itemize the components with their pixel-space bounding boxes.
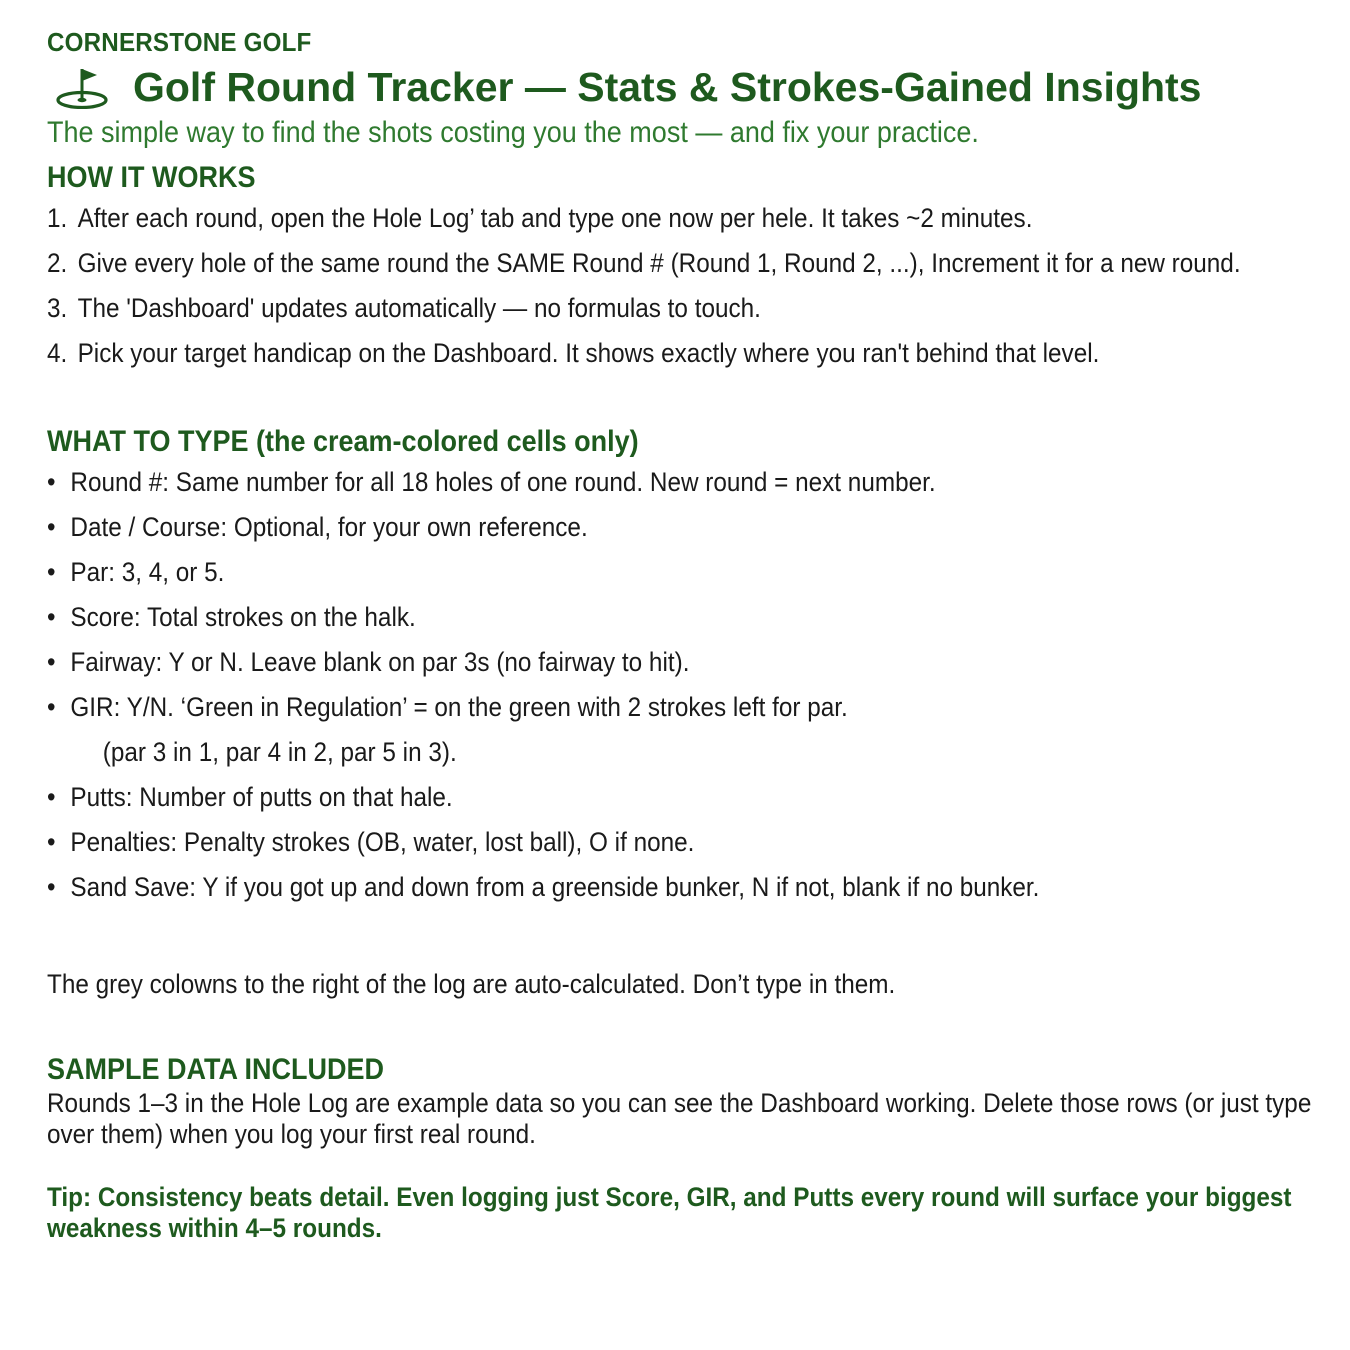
columns-note: The grey colowns to the right of the log are auto-calculated. Don’t type in them.: [47, 969, 896, 999]
golf-flag-icon: [51, 65, 113, 109]
bullet: •: [47, 467, 56, 497]
tip-text: Tip: Consistency beats detail. Even logging just Score, GIR, and Putts every round will surface your biggest weakness within 4–5 rounds.: [47, 1182, 1292, 1243]
field-item: [47, 865, 1208, 910]
page-title: Golf Round Tracker — Stats & Strokes-Gained Insights: [133, 64, 1202, 110]
page-subtitle: The simple way to find the shots costing you the most — and fix your practice.: [47, 116, 979, 149]
bullet: •: [47, 647, 56, 677]
field-item: [47, 685, 1208, 730]
step-number: 1.: [47, 203, 68, 233]
field-item: [47, 505, 1208, 550]
how-it-works-steps: [47, 196, 1337, 376]
step-item: [47, 286, 1208, 331]
field-text: (par 3 in 1, par 4 in 2, par 5 in 3).: [102, 737, 457, 767]
how-it-works-heading: HOW IT WORKS: [47, 161, 256, 194]
bullet: •: [47, 512, 56, 542]
step-item: [47, 331, 1208, 376]
step-text: Give every hole of the same round the SAME Round # (Round 1, Round 2, ...), Increment it for a new round.: [77, 248, 1241, 278]
field-text: Par: 3, 4, or 5.: [70, 557, 225, 587]
field-item-continuation: [47, 730, 1208, 775]
instructions-sheet: [47, 26, 1337, 1244]
bullet: •: [47, 872, 56, 902]
step-item: [47, 196, 1208, 241]
step-text: Pick your target handicap on the Dashboard. It shows exactly where you ran't behind that level.: [77, 338, 1100, 368]
bullet: •: [47, 602, 56, 632]
sample-data-heading: SAMPLE DATA INCLUDED: [47, 1053, 384, 1086]
bullet: •: [47, 827, 56, 857]
field-text: Fairway: Y or N. Leave blank on par 3s (no fairway to hit).: [70, 647, 690, 677]
field-text: Penalties: Penalty strokes (OB, water, lost ball), O if none.: [70, 827, 695, 857]
field-text: Putts: Number of putts on that hale.: [70, 782, 453, 812]
field-item: [47, 550, 1208, 595]
step-number: 4.: [47, 338, 68, 368]
step-item: [47, 241, 1241, 286]
brand-name: CORNERSTONE GOLF: [47, 27, 312, 57]
step-number: 2.: [47, 248, 68, 278]
field-list: [47, 460, 1337, 910]
field-item: [47, 775, 1208, 820]
title-row: [47, 60, 1337, 114]
field-item: [47, 820, 1208, 865]
field-item: [47, 640, 1208, 685]
sample-data-text: Rounds 1–3 in the Hole Log are example data so you can see the Dashboard working. Delete those rows (or just type over them) when you log your first real round.: [47, 1088, 1312, 1149]
field-text: Sand Save: Y if you got up and down from a greenside bunker, N if not, blank if no bunker.: [70, 872, 1040, 902]
field-text: Round #: Same number for all 18 holes of one round. New round = next number.: [70, 467, 936, 497]
bullet: •: [47, 557, 56, 587]
step-text: After each round, open the Hole Log’ tab and type one now per hele. It takes ~2 minutes.: [77, 203, 1033, 233]
field-item: [47, 460, 1208, 505]
step-text: The 'Dashboard' updates automatically — no formulas to touch.: [77, 293, 761, 323]
step-number: 3.: [47, 293, 68, 323]
field-text: GIR: Y/N. ‘Green in Regulation’ = on the green with 2 strokes left for par.: [70, 692, 848, 722]
bullet: •: [47, 692, 56, 722]
what-to-type-heading: WHAT TO TYPE (the cream-colored cells only): [47, 425, 639, 458]
bullet: •: [47, 782, 56, 812]
field-item: [47, 595, 1208, 640]
field-text: Date / Course: Optional, for your own reference.: [70, 512, 588, 542]
field-text: Score: Total strokes on the halk.: [70, 602, 416, 632]
